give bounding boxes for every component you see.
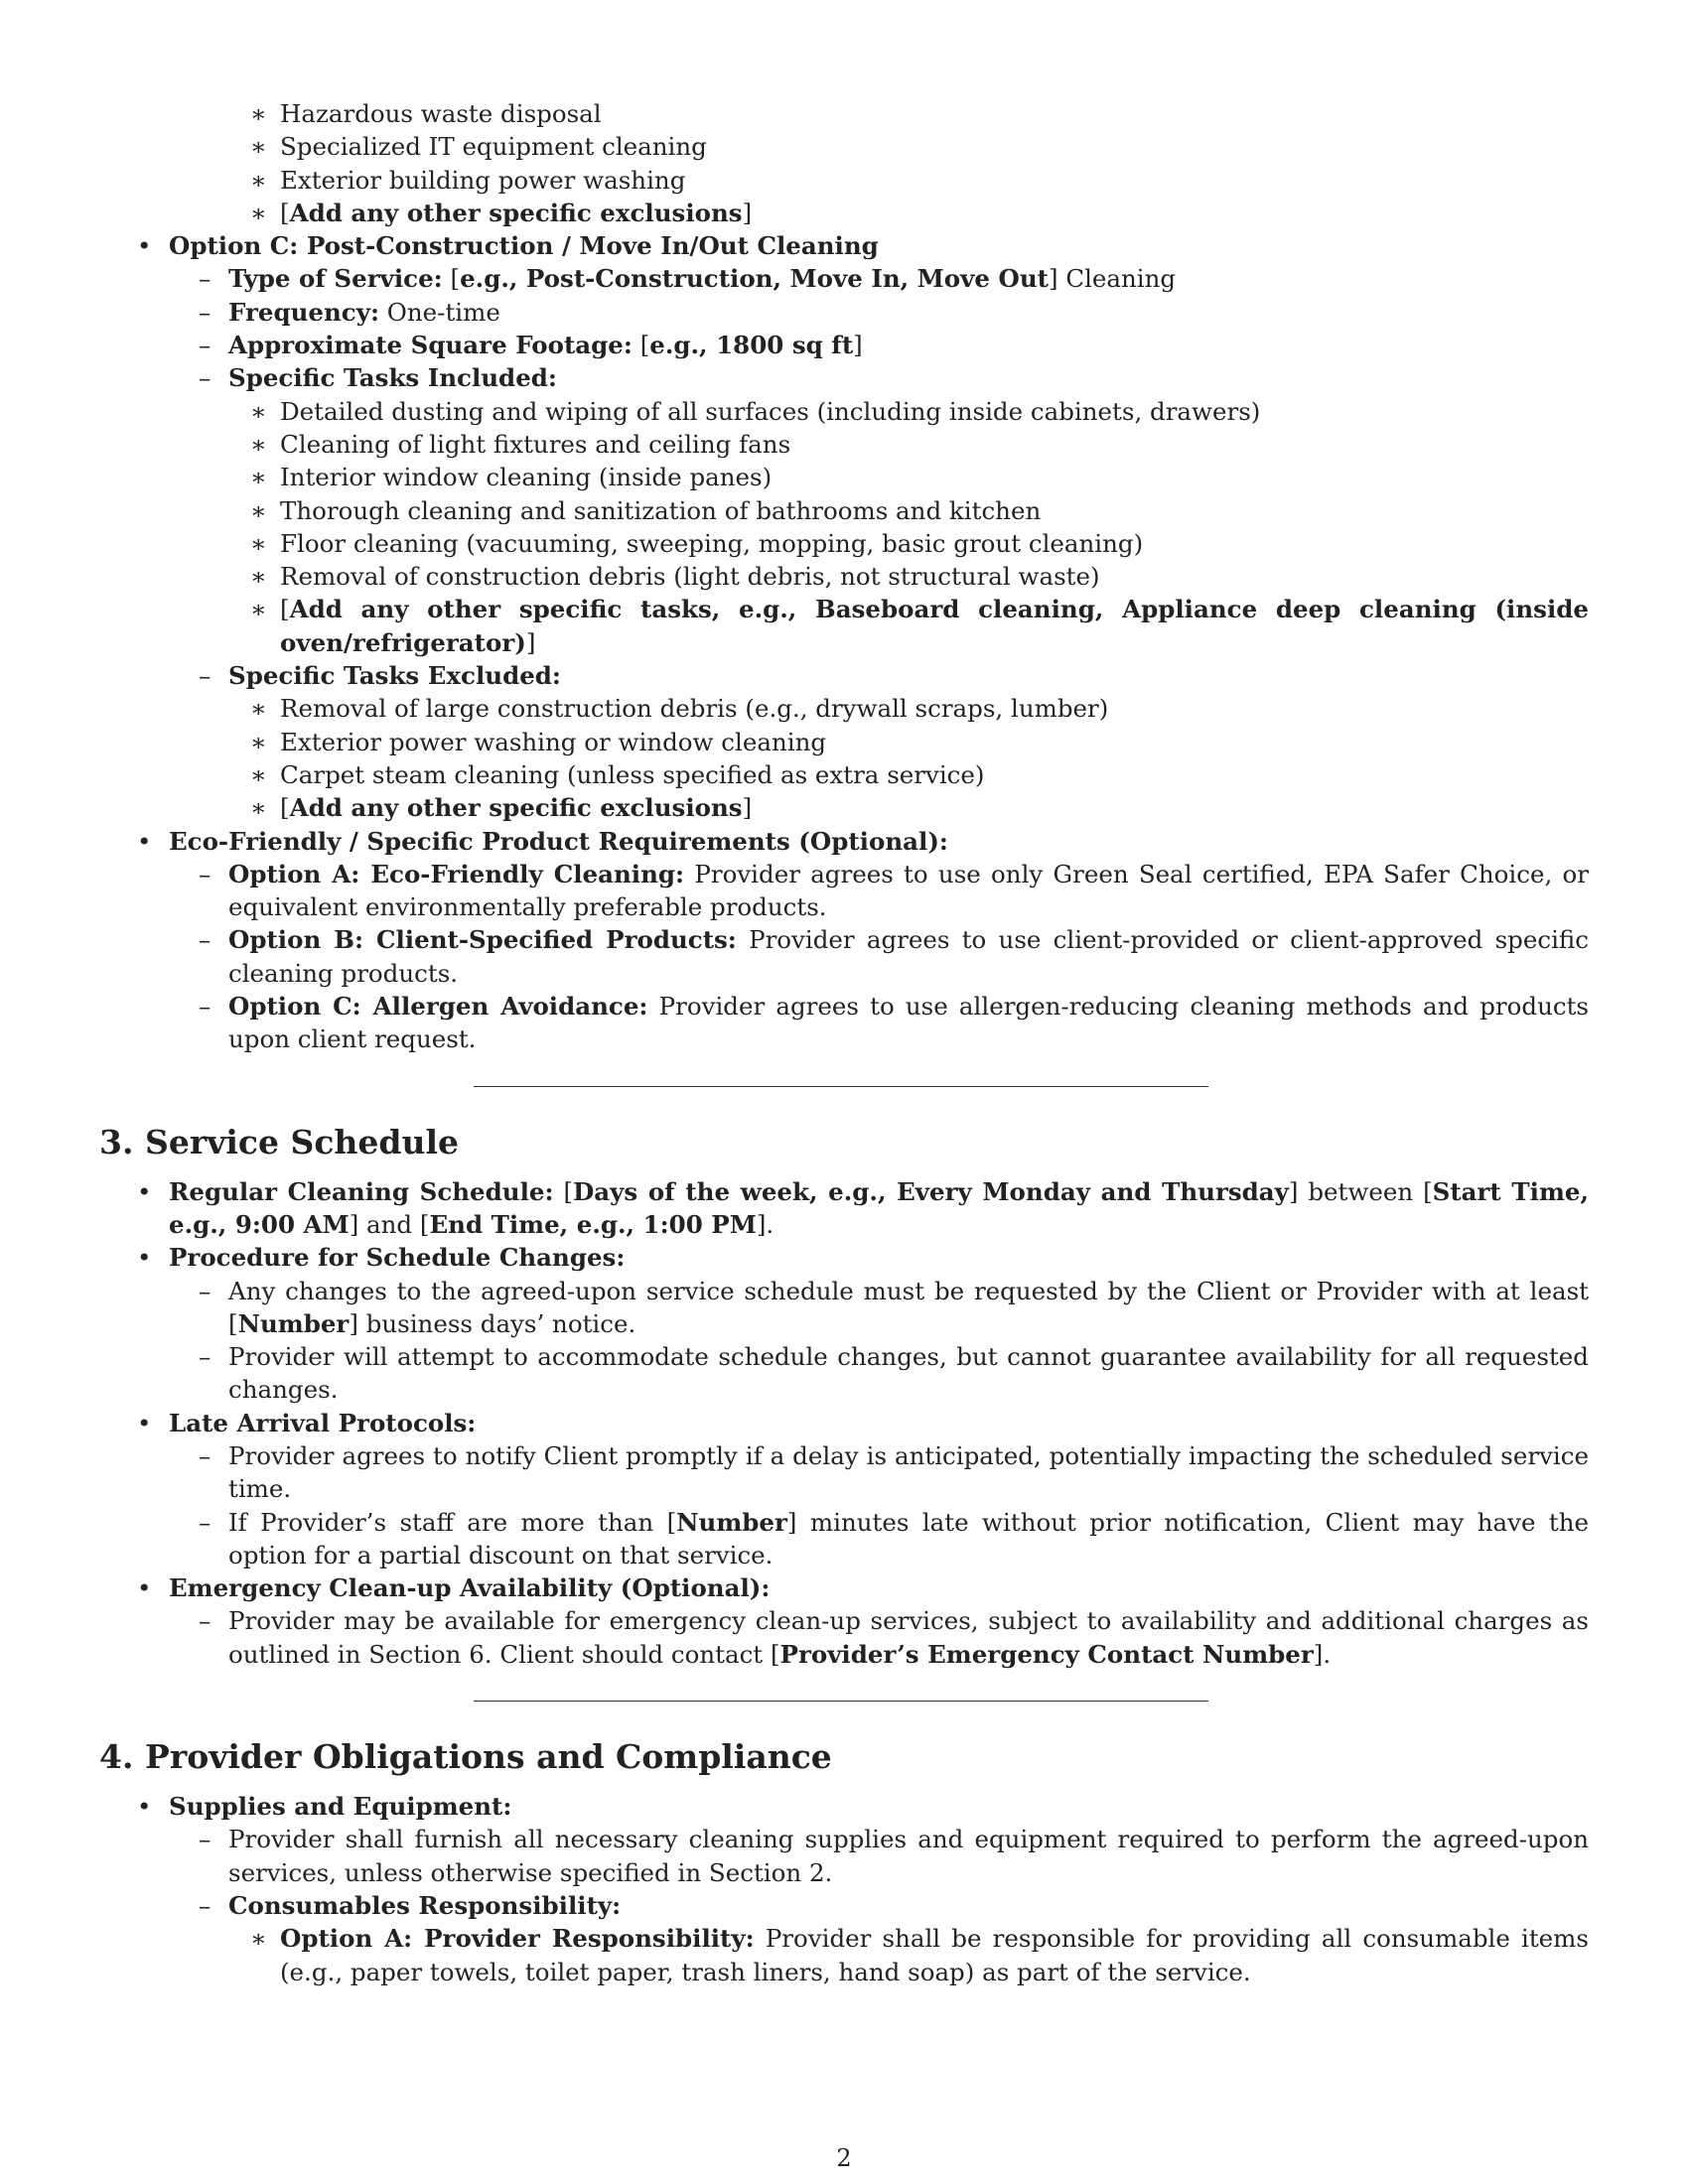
page-number: 2 [836,2144,852,2172]
exclusion-item: ∗ Hazardous waste disposal [250,99,602,128]
tasks-included-label: – Specific Tasks Included: [199,363,557,393]
excluded-task: ∗ Exterior power washing or window cleaning [250,727,827,756]
eco-option-b: – Option B: Client-Specified Products: Provider agrees to use client-provided or client-approved specific cleaning products. [199,925,1589,988]
late-arrival-rule: – Provider agrees to notify Client promptly if a delay is anticipated, potentially impacting the scheduled service time. [199,1440,1589,1504]
supplies-rule: – Provider shall furnish all necessary cleaning supplies and equipment required to perform the agreed-upon services, unless otherwise specified in Section 2. [199,1825,1589,1887]
consumables-option-a: ∗ Option A: Provider Responsibility: Provider shall be responsible for providing all consumable items (e.g., paper towels, toilet paper, trash liners, hand soap) as part of the service. [250,1924,1589,1986]
type-of-service: – Type of Service: [e.g., Post-Construction, Move In, Move Out] Cleaning [199,264,1177,294]
included-task: ∗ Interior window cleaning (inside panes) [250,463,773,492]
emergency-rule: – Provider may be available for emergency clean-up services, subject to availability and additional charges as outlined in Section 6. Client should contact [Provider’s Emergency Contact Number]. [199,1606,1589,1669]
excluded-task-placeholder: ∗ [Add any other specific exclusions] [250,793,753,823]
schedule-changes-item: • Procedure for Schedule Changes: [137,1243,626,1273]
included-task: ∗ Cleaning of light fixtures and ceiling fans [250,429,791,459]
section-4-heading: 4. Provider Obligations and Compliance [99,1737,832,1777]
exclusion-item-placeholder: ∗ [Add any other specific exclusions] [250,198,753,227]
schedule-change-rule: – Provider will attempt to accommodate schedule changes, but cannot guarantee availability for all requested changes. [199,1342,1589,1405]
included-task-placeholder: ∗ [Add any other specific tasks, e.g., Baseboard cleaning, Appliance deep cleaning (inside oven/refrigerator)] [250,595,1589,657]
tasks-excluded-label: – Specific Tasks Excluded: [199,661,561,691]
included-task: ∗ Detailed dusting and wiping of all surfaces (including inside cabinets, drawers) [250,396,1261,426]
square-footage: – Approximate Square Footage: [e.g., 1800 sq ft] [199,331,863,360]
frequency: – Frequency: One-time [199,297,500,327]
included-task: ∗ Thorough cleaning and sanitization of bathrooms and kitchen [250,495,1042,525]
consumables-label: – Consumables Responsibility: [199,1890,622,1920]
exclusion-item: ∗ Exterior building power washing [250,165,686,195]
late-arrival-item: • Late Arrival Protocols: [137,1408,477,1437]
document-page [99,97,1589,1988]
section-divider [474,1701,1208,1702]
included-task: ∗ Removal of construction debris (light debris, not structural waste) [250,562,1100,592]
excluded-task: ∗ Removal of large construction debris (e.g., drywall scraps, lumber) [250,694,1109,724]
section-divider [474,1086,1208,1087]
regular-schedule-item: • Regular Cleaning Schedule: [Days of the week, e.g., Every Monday and Thursday] between [Start Time, e.g., 9:00 AM] and [End Time, e.g., 1:00 PM]. [137,1176,1589,1239]
schedule-change-rule: – Any changes to the agreed-upon service schedule must be requested by the Client or Provider with at least [Number] business days’ notice. [199,1276,1589,1338]
emergency-item: • Emergency Clean-up Availability (Optional): [137,1573,771,1603]
late-arrival-rule: – If Provider’s staff are more than [Number] minutes late without prior notification, Client may have the option for a partial discount on that service. [199,1507,1589,1570]
exclusion-item: ∗ Specialized IT equipment cleaning [250,132,707,162]
eco-friendly-item: • Eco-Friendly / Specific Product Requirements (Optional): [137,826,948,856]
supplies-item: • Supplies and Equipment: [137,1792,512,1822]
section-3-heading: 3. Service Schedule [99,1122,460,1161]
excluded-task: ∗ Carpet steam cleaning (unless specified as extra service) [250,759,985,789]
option-c-item: • Option C: Post-Construction / Move In/Out Cleaning [137,231,879,261]
included-task: ∗ Floor cleaning (vacuuming, sweeping, mopping, basic grout cleaning) [250,528,1144,558]
eco-option-a: – Option A: Eco-Friendly Cleaning: Provider agrees to use only Green Seal certified, EPA Safer Choice, or equivalent environmentally preferable products. [199,859,1589,922]
eco-option-c: – Option C: Allergen Avoidance: Provider agrees to use allergen-reducing cleaning methods and products upon client request. [199,992,1589,1054]
